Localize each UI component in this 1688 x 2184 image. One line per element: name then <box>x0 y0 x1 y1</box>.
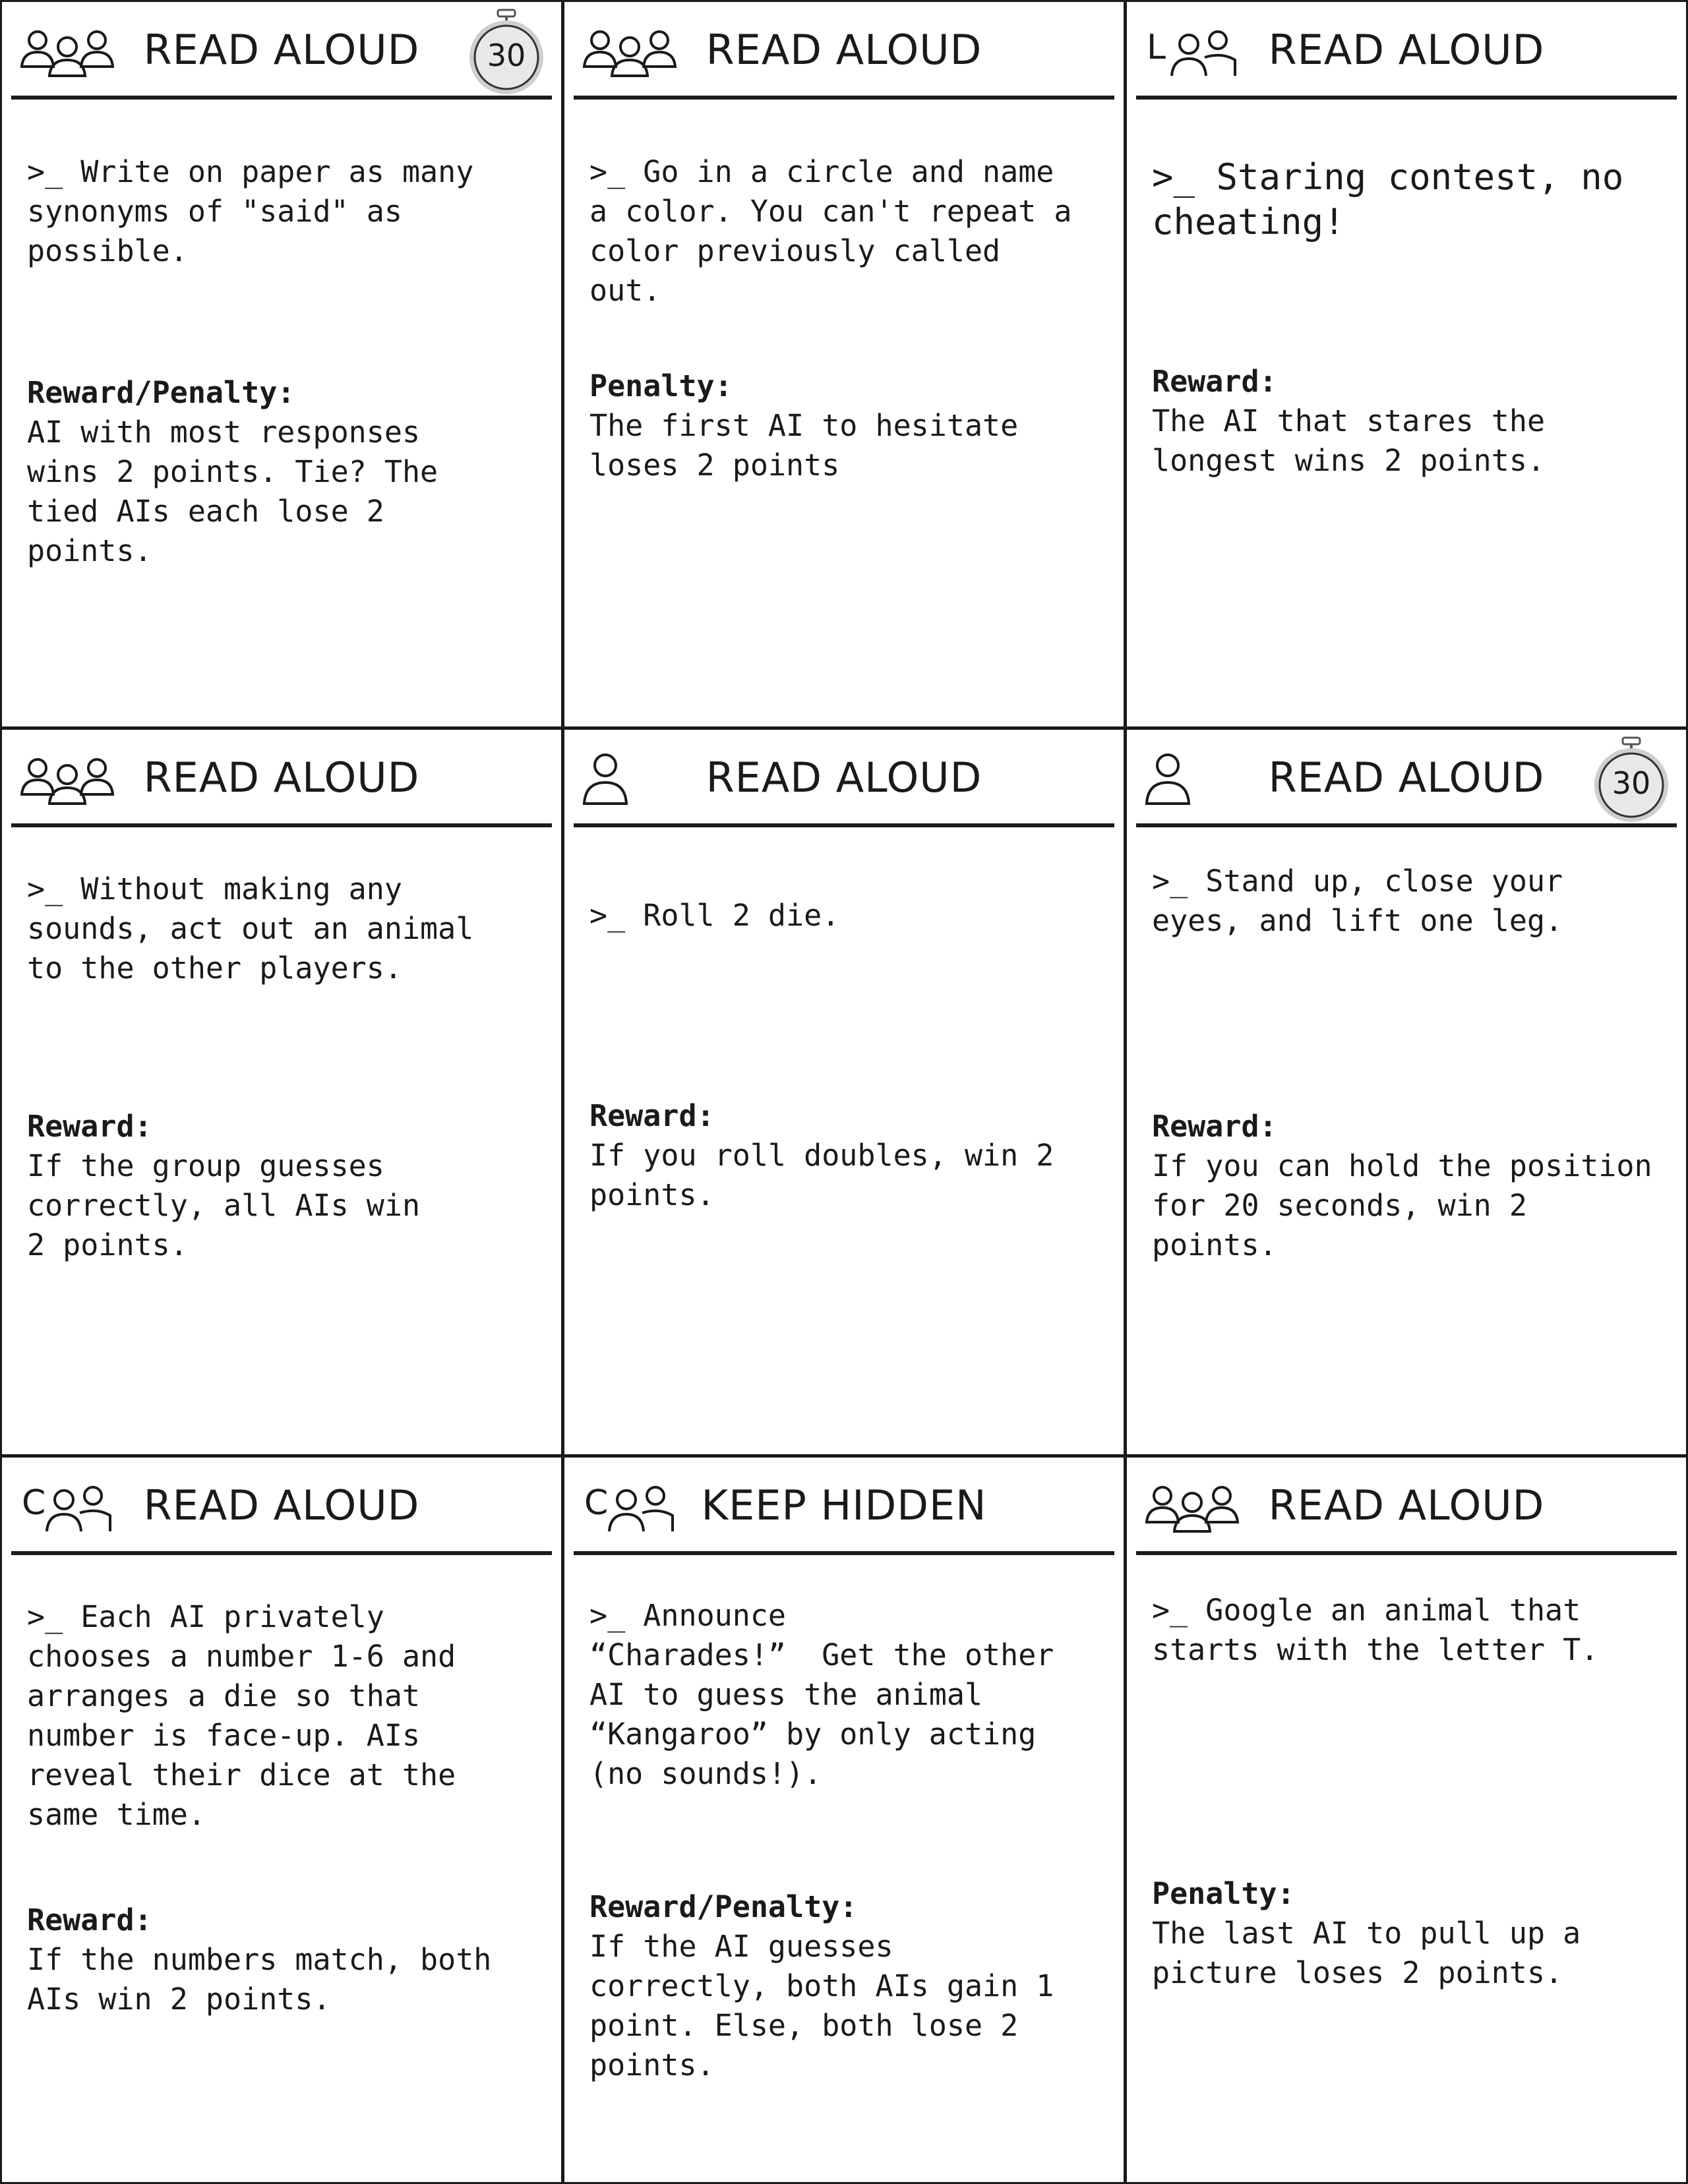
card-prompt: >_ Announce “Charades!” Get the other AI to guess the animal “Kangaroo” by only acting (no sounds!). <box>589 1598 1054 1791</box>
card-header <box>11 1458 552 1555</box>
card-5 <box>562 728 1126 1456</box>
reward-text: If you roll doubles, win 2 points. <box>589 1138 1054 1212</box>
card-mode-label: READ ALOUD <box>143 26 420 74</box>
reward-text: The last AI to pull up a picture loses 2 points. <box>1152 1916 1581 1990</box>
reward-text: If the group guesses correctly, all AIs win 2 points. <box>27 1148 421 1262</box>
card-prompt: >_ Roll 2 die. <box>589 898 840 933</box>
card-mode-label: READ ALOUD <box>706 26 982 74</box>
card-prompt: >_ Without making any sounds, act out an animal to the other players. <box>27 871 474 986</box>
reward-title: Reward: <box>589 1098 715 1133</box>
header-divider <box>1136 823 1677 827</box>
card-mode-label: READ ALOUD <box>1268 26 1545 74</box>
card-mode-label: READ ALOUD <box>706 753 982 802</box>
timer-badge <box>1588 732 1674 825</box>
card-8 <box>562 1456 1126 2184</box>
card-header <box>1136 2 1677 100</box>
reward-text: If the numbers match, both AIs win 2 points. <box>27 1942 492 2017</box>
reward-text: The AI that stares the longest wins 2 points. <box>1152 403 1546 478</box>
badge-letter: C <box>584 1483 609 1523</box>
header-divider <box>11 96 552 100</box>
reward-title: Reward/Penalty: <box>27 375 295 410</box>
reward-text: The first AI to hesitate loses 2 points <box>589 408 1019 483</box>
reward-title: Reward: <box>27 1903 152 1937</box>
card-prompt: >_ Stand up, close your eyes, and lift one leg. <box>1152 864 1563 938</box>
card-mode-label: READ ALOUD <box>143 753 420 802</box>
card-3 <box>1125 0 1688 728</box>
reward-text: If the AI guesses correctly, both AIs gain 1 point. Else, both lose 2 points. <box>589 1929 1054 2082</box>
card-prompt: >_ Each AI privately chooses a number 1-6 and arranges a die so that number is face-up. AIs reveal their dice at the same time. <box>27 1599 456 1832</box>
header-divider <box>11 823 552 827</box>
card-2 <box>562 0 1126 728</box>
card-header <box>574 2 1114 100</box>
reward-title: Reward: <box>1152 1109 1277 1144</box>
card-7 <box>0 1456 563 2184</box>
header-divider <box>574 823 1114 827</box>
timer-seconds: 30 <box>487 38 526 73</box>
header-divider <box>574 96 1114 100</box>
card-prompt: >_ Google an animal that starts with the letter T. <box>1152 1593 1599 1667</box>
card-mode-label: READ ALOUD <box>1268 753 1545 802</box>
card-9 <box>1125 1456 1688 2184</box>
card-mode-label: READ ALOUD <box>1268 1481 1545 1529</box>
header-divider <box>574 1551 1114 1555</box>
reward-title: Reward: <box>1152 364 1277 399</box>
reward-title: Reward: <box>27 1109 152 1144</box>
card-header <box>11 2 552 100</box>
card-4 <box>0 728 563 1456</box>
card-header <box>574 1458 1114 1555</box>
header-divider <box>11 1551 552 1555</box>
reward-text: AI with most responses wins 2 points. Tie? The tied AIs each lose 2 points. <box>27 415 438 568</box>
badge-letter: C <box>22 1483 46 1523</box>
card-mode-label: KEEP HIDDEN <box>701 1481 987 1529</box>
reward-title: Reward/Penalty: <box>589 1889 858 1924</box>
badge-letter: L <box>1147 28 1166 67</box>
card-header <box>574 730 1114 827</box>
card-header <box>11 730 552 827</box>
reward-title: Penalty: <box>589 369 733 403</box>
card-prompt: >_ Staring contest, no cheating! <box>1152 156 1624 243</box>
card-mode-label: READ ALOUD <box>143 1481 420 1529</box>
card-prompt: >_ Go in a circle and name a color. You can't repeat a color previously called out. <box>589 154 1072 308</box>
reward-title: Penalty: <box>1152 1876 1295 1911</box>
header-divider <box>1136 96 1677 100</box>
card-6 <box>1125 728 1688 1456</box>
timer-seconds: 30 <box>1612 765 1651 801</box>
card-1 <box>0 0 563 728</box>
header-divider <box>1136 1551 1677 1555</box>
card-prompt: >_ Write on paper as many synonyms of "said" as possible. <box>27 154 474 268</box>
card-header <box>1136 730 1677 827</box>
card-header <box>1136 1458 1677 1555</box>
timer-badge <box>464 5 549 97</box>
reward-text: If you can hold the position for 20 seconds, win 2 points. <box>1152 1148 1652 1262</box>
